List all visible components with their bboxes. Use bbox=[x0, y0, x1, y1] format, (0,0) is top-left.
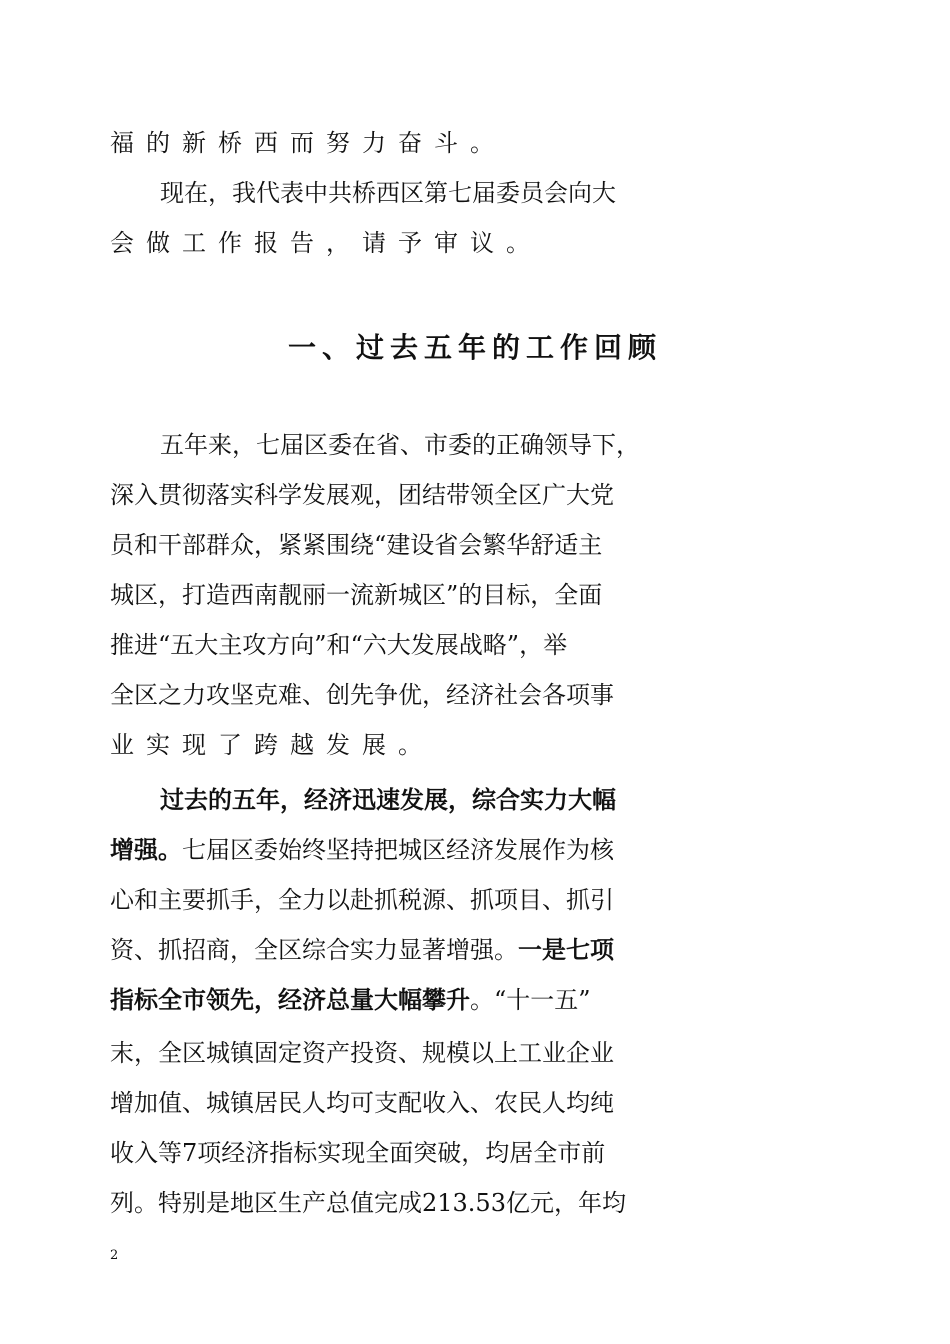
text-line: 城区，打造西南靓丽一流新城区”的目标，全面 bbox=[110, 581, 603, 609]
text-line: 员和干部群众，紧紧围绕“建设省会繁华舒适主 bbox=[110, 531, 603, 559]
text-line: 深入贯彻落实科学发展观，团结带领全区广大党 bbox=[110, 481, 614, 509]
bold-span: 增强。 bbox=[110, 836, 182, 864]
text-line: 五年来，七届区委在省、市委的正确领导下， bbox=[160, 431, 640, 459]
text-line bbox=[110, 983, 840, 1017]
text-line bbox=[110, 833, 840, 867]
text-line: 心和主要抓手，全力以赴抓税源、抓项目、抓引 bbox=[110, 886, 614, 914]
text-line: 增加值、城镇居民人均可支配收入、农民人均纯 bbox=[110, 1089, 614, 1117]
page-number: 2 bbox=[110, 1248, 119, 1263]
bold-span: 指标全市领先，经济总量大幅攀升 bbox=[110, 986, 470, 1014]
text-line: 福的新桥西而努力奋斗。 bbox=[110, 129, 506, 157]
bold-span: 过去的五年，经济迅速发展，综合实力大幅 bbox=[160, 786, 616, 814]
text-line bbox=[110, 933, 840, 967]
bold-text-line bbox=[160, 783, 840, 817]
text-span: 资、抓招商，全区综合实力显著增强。 bbox=[110, 936, 518, 964]
text-line: 收入等7项经济指标实现全面突破，均居全市前 bbox=[110, 1139, 606, 1167]
bold-span: 一是七项 bbox=[518, 936, 614, 964]
text-span: 。“十一五” bbox=[470, 986, 591, 1014]
text-line: 推进“五大主攻方向”和“六大发展战略”，举 bbox=[110, 631, 568, 659]
text-line: 会做工作报告，请予审议。 bbox=[110, 229, 542, 257]
text-line: 现在，我代表中共桥西区第七届委员会向大 bbox=[160, 179, 616, 207]
text-line: 全区之力攻坚克难、创先争优，经济社会各项事 bbox=[110, 681, 614, 709]
text-line: 末，全区城镇固定资产投资、规模以上工业企业 bbox=[110, 1039, 614, 1067]
text-line: 列。特别是地区生产总值完成213.53亿元，年均 bbox=[110, 1189, 626, 1217]
text-line: 业实现了跨越发展。 bbox=[110, 731, 434, 759]
text-span: 七届区委始终坚持把城区经济发展作为核 bbox=[182, 836, 614, 864]
section-heading: 一、过去五年的工作回顾 bbox=[287, 331, 662, 364]
